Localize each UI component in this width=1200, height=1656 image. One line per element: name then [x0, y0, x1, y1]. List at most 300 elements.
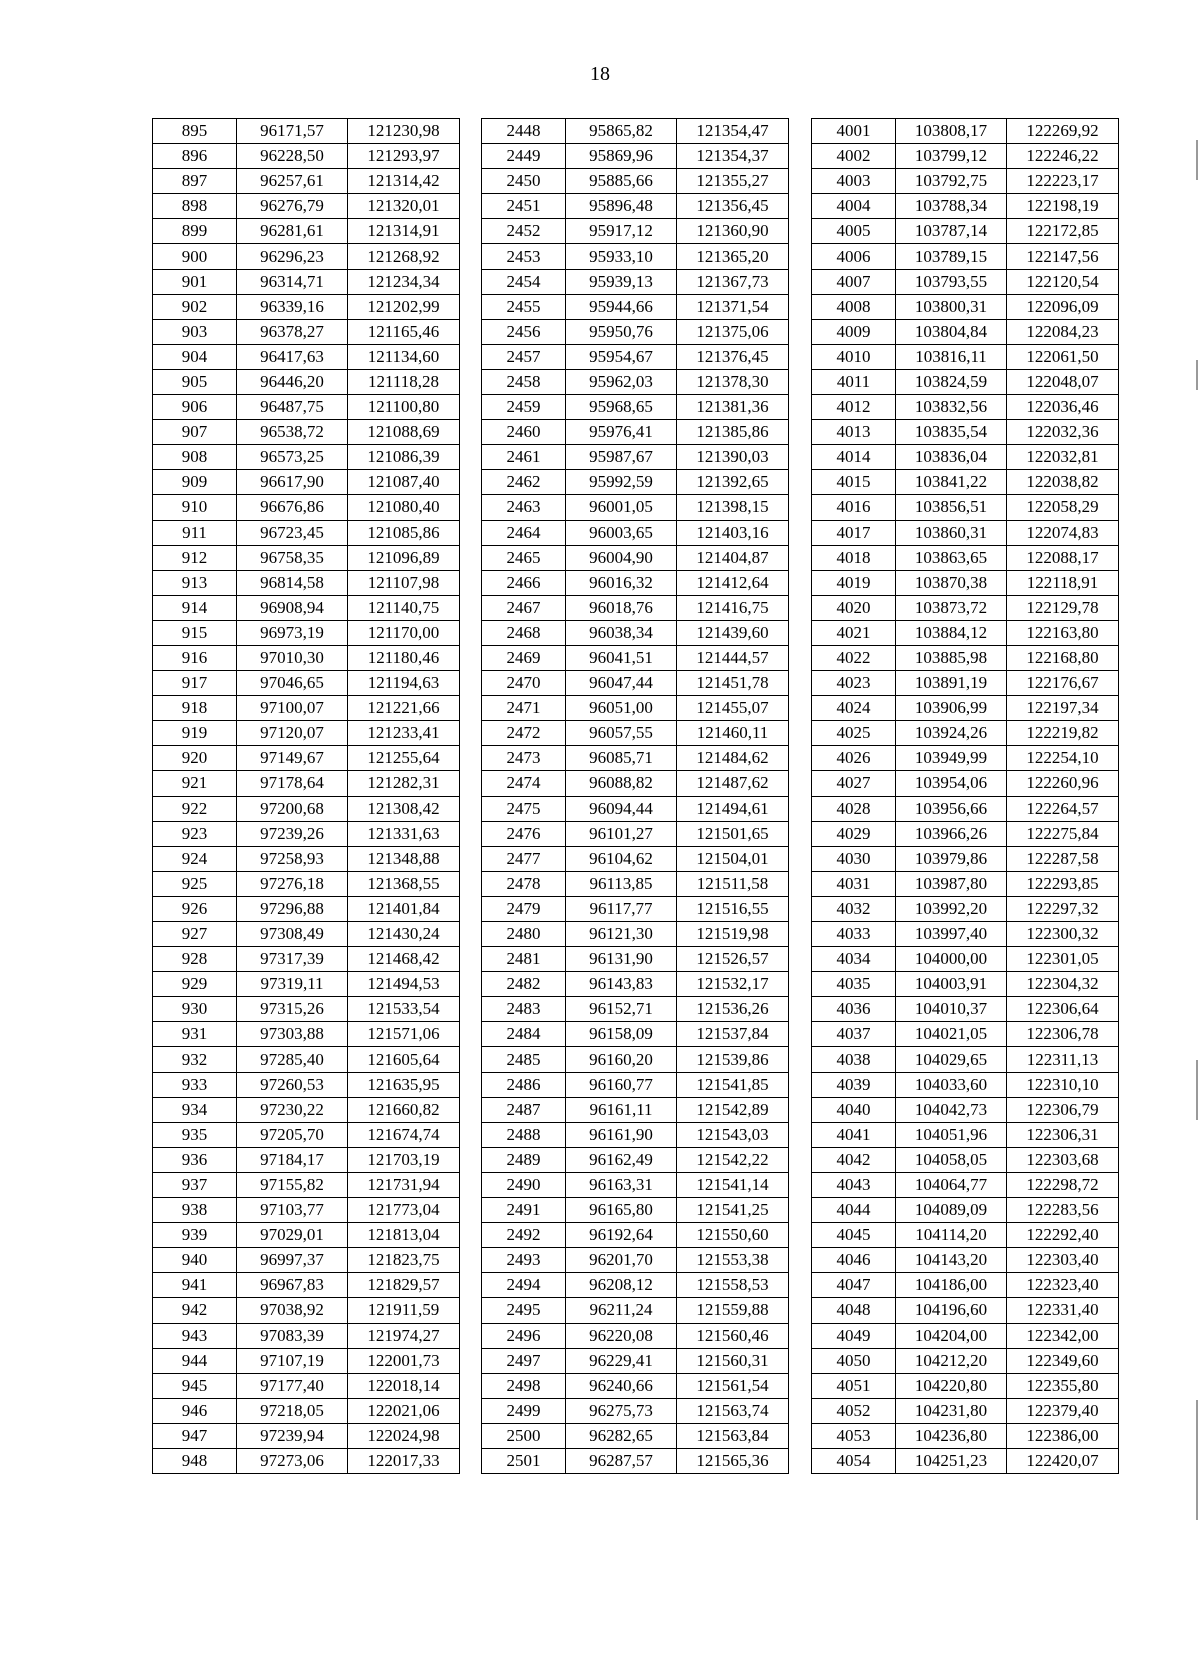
y-coordinate-cell: 121543,03	[677, 1122, 789, 1147]
y-coordinate-cell: 121416,75	[677, 595, 789, 620]
x-coordinate-cell: 96161,11	[566, 1097, 677, 1122]
x-coordinate-cell: 96314,71	[237, 269, 348, 294]
point-number-cell: 937	[153, 1172, 237, 1197]
table-row	[153, 520, 460, 545]
y-coordinate-cell: 121829,57	[348, 1273, 460, 1298]
point-number-cell: 2457	[482, 344, 566, 369]
point-number-cell: 2497	[482, 1348, 566, 1373]
point-number-cell: 4032	[812, 896, 896, 921]
x-coordinate-cell: 95885,66	[566, 169, 677, 194]
point-number-cell: 917	[153, 671, 237, 696]
x-coordinate-cell: 96220,08	[566, 1323, 677, 1348]
y-coordinate-cell: 121823,75	[348, 1248, 460, 1273]
point-number-cell: 4021	[812, 620, 896, 645]
table-row	[153, 244, 460, 269]
y-coordinate-cell: 121635,95	[348, 1072, 460, 1097]
point-number-cell: 2475	[482, 796, 566, 821]
point-number-cell: 4015	[812, 470, 896, 495]
x-coordinate-cell: 96160,20	[566, 1047, 677, 1072]
y-coordinate-cell: 121565,36	[677, 1448, 789, 1473]
x-coordinate-cell: 97239,26	[237, 821, 348, 846]
x-coordinate-cell: 104212,20	[896, 1348, 1007, 1373]
x-coordinate-cell: 103793,55	[896, 269, 1007, 294]
point-number-cell: 895	[153, 119, 237, 144]
table-row	[153, 896, 460, 921]
table-row	[482, 1198, 789, 1223]
table-row	[153, 395, 460, 420]
table-row	[153, 194, 460, 219]
table-row	[153, 821, 460, 846]
scan-edge-mark	[1196, 140, 1198, 180]
point-number-cell: 4001	[812, 119, 896, 144]
table-row	[153, 846, 460, 871]
y-coordinate-cell: 122379,40	[1007, 1398, 1119, 1423]
x-coordinate-cell: 96257,61	[237, 169, 348, 194]
y-coordinate-cell: 121086,39	[348, 445, 460, 470]
table-row	[812, 1348, 1119, 1373]
x-coordinate-cell: 96275,73	[566, 1398, 677, 1423]
x-coordinate-cell: 96041,51	[566, 645, 677, 670]
table-row	[482, 1348, 789, 1373]
table-row	[812, 169, 1119, 194]
y-coordinate-cell: 121674,74	[348, 1122, 460, 1147]
y-coordinate-cell: 121401,84	[348, 896, 460, 921]
point-number-cell: 2452	[482, 219, 566, 244]
x-coordinate-cell: 103992,20	[896, 896, 1007, 921]
point-number-cell: 936	[153, 1147, 237, 1172]
x-coordinate-cell: 103824,59	[896, 369, 1007, 394]
x-coordinate-cell: 96038,34	[566, 620, 677, 645]
point-number-cell: 927	[153, 922, 237, 947]
point-number-cell: 941	[153, 1273, 237, 1298]
table-row	[812, 294, 1119, 319]
y-coordinate-cell: 122163,80	[1007, 620, 1119, 645]
table-row	[482, 495, 789, 520]
point-number-cell: 2493	[482, 1248, 566, 1273]
table-row	[482, 1172, 789, 1197]
table-row	[812, 671, 1119, 696]
y-coordinate-cell: 122323,40	[1007, 1273, 1119, 1298]
x-coordinate-cell: 96538,72	[237, 420, 348, 445]
x-coordinate-cell: 103832,56	[896, 395, 1007, 420]
y-coordinate-cell: 122254,10	[1007, 746, 1119, 771]
y-coordinate-cell: 122420,07	[1007, 1448, 1119, 1473]
y-coordinate-cell: 122036,46	[1007, 395, 1119, 420]
point-number-cell: 2482	[482, 972, 566, 997]
table-row	[153, 746, 460, 771]
point-number-cell: 2453	[482, 244, 566, 269]
y-coordinate-cell: 122118,91	[1007, 570, 1119, 595]
y-coordinate-cell: 121233,41	[348, 721, 460, 746]
x-coordinate-cell: 96117,77	[566, 896, 677, 921]
table-row	[153, 495, 460, 520]
table-row	[812, 219, 1119, 244]
point-number-cell: 909	[153, 470, 237, 495]
x-coordinate-cell: 96171,57	[237, 119, 348, 144]
x-coordinate-cell: 97285,40	[237, 1047, 348, 1072]
x-coordinate-cell: 96281,61	[237, 219, 348, 244]
y-coordinate-cell: 121526,57	[677, 947, 789, 972]
point-number-cell: 2478	[482, 871, 566, 896]
table-row	[153, 294, 460, 319]
point-number-cell: 900	[153, 244, 237, 269]
x-coordinate-cell: 103788,34	[896, 194, 1007, 219]
x-coordinate-cell: 103884,12	[896, 620, 1007, 645]
y-coordinate-cell: 122311,13	[1007, 1047, 1119, 1072]
y-coordinate-cell: 121541,14	[677, 1172, 789, 1197]
table-row	[482, 997, 789, 1022]
point-number-cell: 4020	[812, 595, 896, 620]
x-coordinate-cell: 103787,14	[896, 219, 1007, 244]
x-coordinate-cell: 97315,26	[237, 997, 348, 1022]
table-row	[812, 796, 1119, 821]
point-number-cell: 914	[153, 595, 237, 620]
point-number-cell: 2458	[482, 369, 566, 394]
point-number-cell: 4031	[812, 871, 896, 896]
y-coordinate-cell: 122024,98	[348, 1423, 460, 1448]
y-coordinate-cell: 122246,22	[1007, 144, 1119, 169]
table-row	[153, 1072, 460, 1097]
table-row	[812, 1047, 1119, 1072]
x-coordinate-cell: 104089,09	[896, 1198, 1007, 1223]
table-row	[482, 1448, 789, 1473]
point-number-cell: 2456	[482, 319, 566, 344]
point-number-cell: 902	[153, 294, 237, 319]
point-number-cell: 4037	[812, 1022, 896, 1047]
point-number-cell: 4023	[812, 671, 896, 696]
table-row	[482, 696, 789, 721]
x-coordinate-cell: 96113,85	[566, 871, 677, 896]
table-row	[153, 119, 460, 144]
y-coordinate-cell: 122198,19	[1007, 194, 1119, 219]
y-coordinate-cell: 121660,82	[348, 1097, 460, 1122]
y-coordinate-cell: 121451,78	[677, 671, 789, 696]
y-coordinate-cell: 121367,73	[677, 269, 789, 294]
table-row	[812, 144, 1119, 169]
point-number-cell: 4027	[812, 771, 896, 796]
y-coordinate-cell: 122048,07	[1007, 369, 1119, 394]
table-row	[153, 445, 460, 470]
point-number-cell: 2465	[482, 545, 566, 570]
y-coordinate-cell: 122088,17	[1007, 545, 1119, 570]
table-row	[153, 771, 460, 796]
point-number-cell: 922	[153, 796, 237, 821]
x-coordinate-cell: 103841,22	[896, 470, 1007, 495]
point-number-cell: 899	[153, 219, 237, 244]
table-row	[812, 721, 1119, 746]
table-row	[482, 1398, 789, 1423]
table-row	[482, 771, 789, 796]
x-coordinate-cell: 95954,67	[566, 344, 677, 369]
table-row	[812, 520, 1119, 545]
point-number-cell: 903	[153, 319, 237, 344]
point-number-cell: 4044	[812, 1198, 896, 1223]
x-coordinate-cell: 95976,41	[566, 420, 677, 445]
y-coordinate-cell: 121773,04	[348, 1198, 460, 1223]
point-number-cell: 920	[153, 746, 237, 771]
table-row	[482, 721, 789, 746]
point-number-cell: 2491	[482, 1198, 566, 1223]
x-coordinate-cell: 103873,72	[896, 595, 1007, 620]
y-coordinate-cell: 122120,54	[1007, 269, 1119, 294]
x-coordinate-cell: 96208,12	[566, 1273, 677, 1298]
x-coordinate-cell: 96101,27	[566, 821, 677, 846]
x-coordinate-cell: 103789,15	[896, 244, 1007, 269]
table-row	[153, 997, 460, 1022]
x-coordinate-cell: 97296,88	[237, 896, 348, 921]
y-coordinate-cell: 122074,83	[1007, 520, 1119, 545]
table-row	[812, 1097, 1119, 1122]
table-row	[812, 1398, 1119, 1423]
point-number-cell: 939	[153, 1223, 237, 1248]
table-row	[812, 495, 1119, 520]
point-number-cell: 4018	[812, 545, 896, 570]
y-coordinate-cell: 121511,58	[677, 871, 789, 896]
table-row	[153, 972, 460, 997]
x-coordinate-cell: 96676,86	[237, 495, 348, 520]
y-coordinate-cell: 121085,86	[348, 520, 460, 545]
x-coordinate-cell: 97100,07	[237, 696, 348, 721]
x-coordinate-cell: 96088,82	[566, 771, 677, 796]
y-coordinate-cell: 122223,17	[1007, 169, 1119, 194]
x-coordinate-cell: 97218,05	[237, 1398, 348, 1423]
x-coordinate-cell: 103885,98	[896, 645, 1007, 670]
table-row	[482, 244, 789, 269]
table-row	[482, 144, 789, 169]
point-number-cell: 2492	[482, 1223, 566, 1248]
x-coordinate-cell: 104003,91	[896, 972, 1007, 997]
x-coordinate-cell: 97103,77	[237, 1198, 348, 1223]
x-coordinate-cell: 104033,60	[896, 1072, 1007, 1097]
y-coordinate-cell: 122129,78	[1007, 595, 1119, 620]
y-coordinate-cell: 121170,00	[348, 620, 460, 645]
point-number-cell: 2460	[482, 420, 566, 445]
y-coordinate-cell: 121365,20	[677, 244, 789, 269]
x-coordinate-cell: 95987,67	[566, 445, 677, 470]
point-number-cell: 924	[153, 846, 237, 871]
point-number-cell: 4045	[812, 1223, 896, 1248]
point-number-cell: 2485	[482, 1047, 566, 1072]
y-coordinate-cell: 122275,84	[1007, 821, 1119, 846]
table-row	[482, 294, 789, 319]
y-coordinate-cell: 121460,11	[677, 721, 789, 746]
y-coordinate-cell: 121385,86	[677, 420, 789, 445]
table-row	[153, 1172, 460, 1197]
table-row	[153, 1147, 460, 1172]
point-number-cell: 2494	[482, 1273, 566, 1298]
y-coordinate-cell: 121268,92	[348, 244, 460, 269]
point-number-cell: 4003	[812, 169, 896, 194]
y-coordinate-cell: 121494,61	[677, 796, 789, 821]
x-coordinate-cell: 97205,70	[237, 1122, 348, 1147]
y-coordinate-cell: 121571,06	[348, 1022, 460, 1047]
point-number-cell: 4054	[812, 1448, 896, 1473]
x-coordinate-cell: 96997,37	[237, 1248, 348, 1273]
point-number-cell: 940	[153, 1248, 237, 1273]
point-number-cell: 4024	[812, 696, 896, 721]
point-number-cell: 4016	[812, 495, 896, 520]
table-row	[153, 1047, 460, 1072]
x-coordinate-cell: 97178,64	[237, 771, 348, 796]
table-row	[153, 269, 460, 294]
y-coordinate-cell: 122298,72	[1007, 1172, 1119, 1197]
y-coordinate-cell: 121348,88	[348, 846, 460, 871]
point-number-cell: 4047	[812, 1273, 896, 1298]
y-coordinate-cell: 121293,97	[348, 144, 460, 169]
x-coordinate-cell: 96163,31	[566, 1172, 677, 1197]
table-row	[812, 947, 1119, 972]
table-row	[482, 620, 789, 645]
table-row	[482, 796, 789, 821]
x-coordinate-cell: 96229,41	[566, 1348, 677, 1373]
table-row	[812, 620, 1119, 645]
point-number-cell: 4043	[812, 1172, 896, 1197]
y-coordinate-cell: 121553,38	[677, 1248, 789, 1273]
y-coordinate-cell: 121375,06	[677, 319, 789, 344]
y-coordinate-cell: 122197,34	[1007, 696, 1119, 721]
point-number-cell: 4034	[812, 947, 896, 972]
x-coordinate-cell: 96723,45	[237, 520, 348, 545]
table-row	[812, 746, 1119, 771]
x-coordinate-cell: 103966,26	[896, 821, 1007, 846]
x-coordinate-cell: 104196,60	[896, 1298, 1007, 1323]
table-row	[812, 570, 1119, 595]
y-coordinate-cell: 121371,54	[677, 294, 789, 319]
point-number-cell: 904	[153, 344, 237, 369]
point-number-cell: 919	[153, 721, 237, 746]
x-coordinate-cell: 96296,23	[237, 244, 348, 269]
x-coordinate-cell: 97010,30	[237, 645, 348, 670]
y-coordinate-cell: 121558,53	[677, 1273, 789, 1298]
point-number-cell: 4008	[812, 294, 896, 319]
point-number-cell: 4051	[812, 1373, 896, 1398]
y-coordinate-cell: 122355,80	[1007, 1373, 1119, 1398]
table-row	[812, 1223, 1119, 1248]
y-coordinate-cell: 121412,64	[677, 570, 789, 595]
scan-edge-mark	[1196, 360, 1198, 390]
table-row	[153, 871, 460, 896]
table-row	[482, 922, 789, 947]
point-number-cell: 4017	[812, 520, 896, 545]
point-number-cell: 934	[153, 1097, 237, 1122]
table-row	[812, 922, 1119, 947]
y-coordinate-cell: 122283,56	[1007, 1198, 1119, 1223]
table-row	[482, 595, 789, 620]
table-row	[812, 319, 1119, 344]
page-number: 18	[590, 63, 610, 85]
x-coordinate-cell: 97308,49	[237, 922, 348, 947]
table-row	[153, 1448, 460, 1473]
table-row	[812, 369, 1119, 394]
table-row	[812, 1273, 1119, 1298]
x-coordinate-cell: 103987,80	[896, 871, 1007, 896]
y-coordinate-cell: 121378,30	[677, 369, 789, 394]
point-number-cell: 2481	[482, 947, 566, 972]
y-coordinate-cell: 121360,90	[677, 219, 789, 244]
x-coordinate-cell: 96104,62	[566, 846, 677, 871]
y-coordinate-cell: 122096,09	[1007, 294, 1119, 319]
point-number-cell: 2448	[482, 119, 566, 144]
table-row	[153, 1348, 460, 1373]
point-number-cell: 925	[153, 871, 237, 896]
point-number-cell: 4022	[812, 645, 896, 670]
x-coordinate-cell: 104143,20	[896, 1248, 1007, 1273]
x-coordinate-cell: 96339,16	[237, 294, 348, 319]
table-row	[482, 395, 789, 420]
y-coordinate-cell: 121561,54	[677, 1373, 789, 1398]
scan-edge-mark	[1196, 1400, 1198, 1520]
table-row	[153, 671, 460, 696]
point-number-cell: 4053	[812, 1423, 896, 1448]
x-coordinate-cell: 96057,55	[566, 721, 677, 746]
table-row	[482, 1122, 789, 1147]
x-coordinate-cell: 97273,06	[237, 1448, 348, 1473]
table-row	[482, 1097, 789, 1122]
table-row	[482, 219, 789, 244]
point-number-cell: 2471	[482, 696, 566, 721]
table-row	[482, 194, 789, 219]
x-coordinate-cell: 96051,00	[566, 696, 677, 721]
x-coordinate-cell: 96487,75	[237, 395, 348, 420]
y-coordinate-cell: 122306,79	[1007, 1097, 1119, 1122]
table-row	[153, 721, 460, 746]
y-coordinate-cell: 121096,89	[348, 545, 460, 570]
y-coordinate-cell: 122021,06	[348, 1398, 460, 1423]
x-coordinate-cell: 104220,80	[896, 1373, 1007, 1398]
table-row	[153, 1298, 460, 1323]
point-number-cell: 2451	[482, 194, 566, 219]
table-row	[482, 169, 789, 194]
x-coordinate-cell: 95896,48	[566, 194, 677, 219]
point-number-cell: 916	[153, 645, 237, 670]
table-row	[482, 1373, 789, 1398]
y-coordinate-cell: 122084,23	[1007, 319, 1119, 344]
x-coordinate-cell: 96617,90	[237, 470, 348, 495]
point-number-cell: 2449	[482, 144, 566, 169]
point-number-cell: 938	[153, 1198, 237, 1223]
y-coordinate-cell: 122310,10	[1007, 1072, 1119, 1097]
x-coordinate-cell: 95865,82	[566, 119, 677, 144]
coordinates-table-1	[152, 118, 460, 1474]
x-coordinate-cell: 96121,30	[566, 922, 677, 947]
x-coordinate-cell: 96192,64	[566, 1223, 677, 1248]
point-number-cell: 921	[153, 771, 237, 796]
table-row	[482, 896, 789, 921]
x-coordinate-cell: 96573,25	[237, 445, 348, 470]
point-number-cell: 2467	[482, 595, 566, 620]
table-row	[812, 972, 1119, 997]
point-number-cell: 4046	[812, 1248, 896, 1273]
table-row	[153, 1198, 460, 1223]
table-row	[153, 545, 460, 570]
y-coordinate-cell: 121911,59	[348, 1298, 460, 1323]
y-coordinate-cell: 122386,00	[1007, 1423, 1119, 1448]
point-number-cell: 896	[153, 144, 237, 169]
x-coordinate-cell: 103863,65	[896, 545, 1007, 570]
y-coordinate-cell: 121542,89	[677, 1097, 789, 1122]
y-coordinate-cell: 121282,31	[348, 771, 460, 796]
point-number-cell: 2473	[482, 746, 566, 771]
table-row	[812, 470, 1119, 495]
x-coordinate-cell: 95917,12	[566, 219, 677, 244]
y-coordinate-cell: 121202,99	[348, 294, 460, 319]
table-row	[153, 1273, 460, 1298]
y-coordinate-cell: 121563,84	[677, 1423, 789, 1448]
x-coordinate-cell: 103804,84	[896, 319, 1007, 344]
x-coordinate-cell: 96131,90	[566, 947, 677, 972]
table-row	[482, 1022, 789, 1047]
point-number-cell: 944	[153, 1348, 237, 1373]
